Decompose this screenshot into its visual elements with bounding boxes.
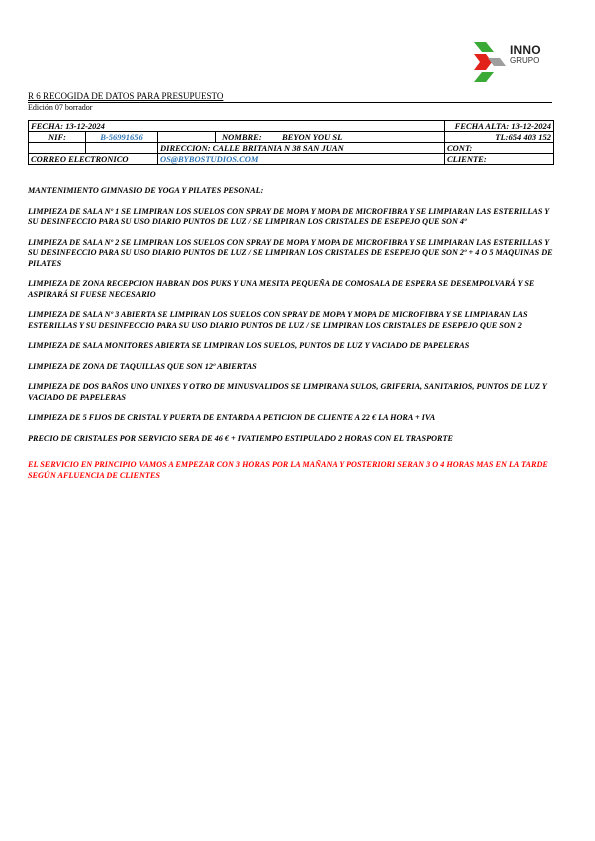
correo-label: CORREO ELECTRONICO bbox=[29, 154, 158, 165]
direccion-blank-2 bbox=[86, 143, 158, 154]
body-heading: MANTENIMIENTO GIMNASIO DE YOGA Y PILATES PESONAL: bbox=[28, 186, 264, 195]
nombre-cell bbox=[216, 132, 445, 143]
body-paragraph: LIMPIEZA DE SALA MONITORES ABIERTA SE LIMPIRAN LOS SUELOS, PUNTOS DE LUZ Y VACIADO DE PAPELERAS bbox=[28, 341, 470, 350]
fecha-cell: FECHA: 13-12-2024 bbox=[29, 121, 445, 132]
correo-value: OS@BYBOSTUDIOS.COM bbox=[158, 154, 445, 165]
service-note: EL SERVICIO EN PRINCIPIO VAMOS A EMPEZAR CON 3 HORAS POR LA MAÑANA Y POSTERIORI SERAN 3 O 4 HORAS MAS EN LA TARDE SEGÚN AFLUENCIA DE CLIENTES bbox=[28, 460, 548, 480]
cont-cell: CONT: bbox=[445, 143, 554, 154]
client-info-table bbox=[28, 120, 554, 165]
body-paragraph: LIMPIEZA DE ZONA RECEPCION HABRAN DOS PUKS Y UNA MESITA PEQUEÑA DE COMOSALA DE ESPERA SE DESEMPOLVARÁ Y SE ASPIRARÁ SI FUESE NECESARIO bbox=[28, 279, 535, 299]
logo-mark-icon bbox=[472, 42, 508, 82]
cliente-cell: CLIENTE: bbox=[445, 154, 554, 165]
body-paragraph: LIMPIEZA DE ZONA DE TAQUILLAS QUE SON 12º ABIERTAS bbox=[28, 361, 257, 371]
direccion-blank-1 bbox=[29, 143, 86, 154]
header-divider bbox=[28, 102, 552, 103]
body-paragraph: LIMPIEZA DE SALA Nº 1 SE LIMPIRAN LOS SUELOS CON SPRAY DE MOPA Y MOPA DE MICROFIBRA Y SE LIMPIARAN LAS ESTERILLAS Y SU DESINFECCIO PARA SU USO DIARIO PUNTOS DE LUZ / SE LIMPIRAN LOS CRISTALES DE ESEPEJO QUE SON 4º bbox=[28, 206, 549, 226]
document-body bbox=[28, 186, 556, 491]
logo-grupo: GRUPO bbox=[510, 56, 540, 65]
body-paragraph: LIMPIEZA DE 5 FIJOS DE CRISTAL Y PUERTA DE ENTARDA A PETICION DE CLIENTE A 22 € LA HORA + IVA bbox=[28, 413, 436, 422]
nif-label: NIF: bbox=[29, 132, 86, 143]
nombre-label: NOMBRE: bbox=[222, 132, 262, 142]
fecha-alta-cell: FECHA ALTA: 13-12-2024 bbox=[445, 121, 554, 132]
body-paragraph: LIMPIEZA DE DOS BAÑOS UNO UNIXES Y OTRO DE MINUSVALIDOS SE LIMPIRANA SULOS, GRIFERIA, SANITARIOS, PUNTOS DE LUZ Y VACIADO DE PAPELERAS bbox=[28, 382, 547, 402]
nif-blank bbox=[158, 132, 216, 143]
direccion-cell: DIRECCION: CALLE BRITANIA N 38 SAN JUAN bbox=[158, 143, 445, 154]
nombre-value: BEYON YOU SL bbox=[282, 132, 343, 142]
telefono-cell: TL:654 403 152 bbox=[445, 132, 554, 143]
logo-inno: INNO bbox=[510, 43, 541, 57]
logo-text bbox=[510, 44, 541, 66]
document-title: R 6 RECOGIDA DE DATOS PARA PRESUPUESTO bbox=[28, 91, 224, 101]
body-paragraph: PRECIO DE CRISTALES POR SERVICIO SERA DE 46 € + IVATIEMPO ESTIPULADO 2 HORAS CON EL TRASPORTE bbox=[28, 433, 453, 443]
body-paragraph: LIMPIEZA DE SALA Nº 3 ABIERTA SE LIMPIRAN LOS SUELOS CON SPRAY DE MOPA Y MOPA DE MICROFIBRA Y SE LIMPIARAN LAS ESTERILLAS Y SU DESINFECCIO PARA SU USO DIARIO PUNTOS DE LUZ / SE LIMPIRAN LOS CRISTALES DE ESEPEJO QUE SON 2 bbox=[28, 310, 528, 330]
body-paragraph: LIMPIEZA DE SALA Nº 2 SE LIMPIRAN LOS SUELOS CON SPRAY DE MOPA Y MOPA DE MICROFIBRA Y SE LIMPIARAN LAS ESTERILLAS Y SU DESINFECCIO PARA SU USO DIARIO PUNTOS DE LUZ / SE LIMPIRAN LOS CRISTALES DE ESEPEJO QUE SON 2º + 4 O 5 MAQUINAS DE PILATES bbox=[28, 237, 553, 268]
nif-value: B-56991656 bbox=[86, 132, 158, 143]
document-edition: Edición 07 borrador bbox=[28, 103, 93, 112]
